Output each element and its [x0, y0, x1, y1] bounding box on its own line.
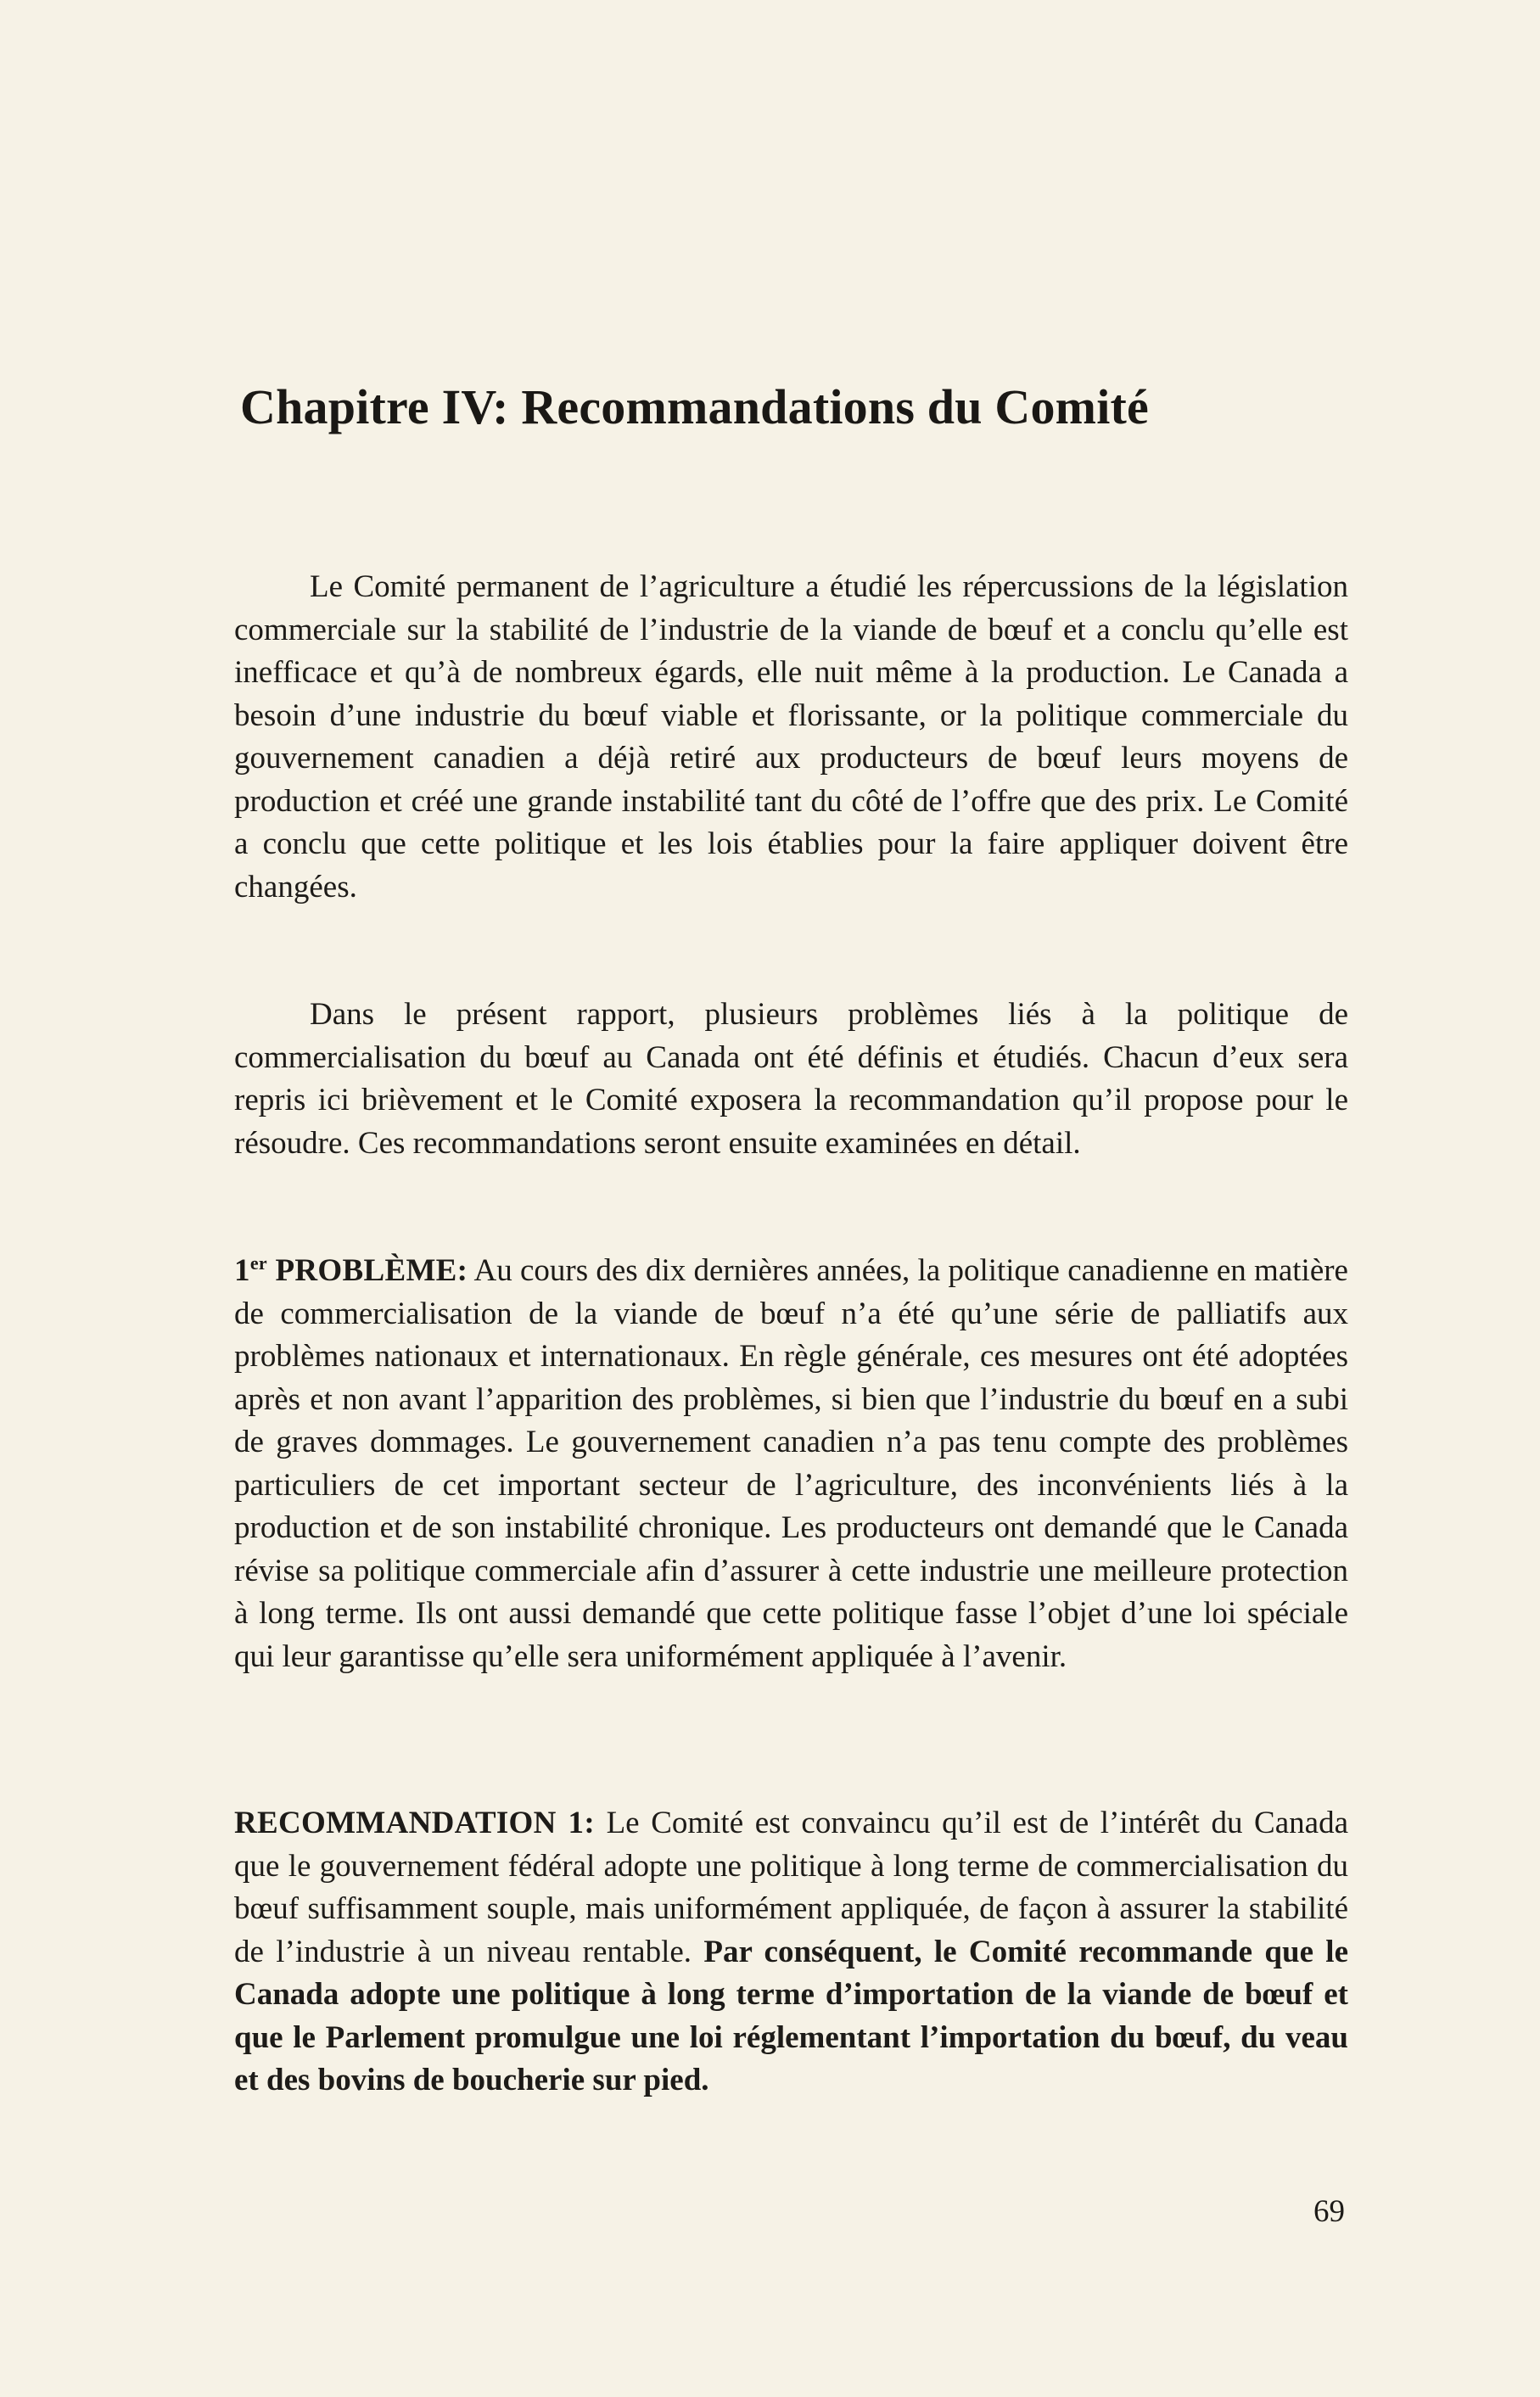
- problem-1-text: Au cours des dix dernières années, la politique canadienne en matière de commercialisation de la viande de bœuf n’a été qu’une série de palliatifs aux problèmes nationaux et internationaux. En règle générale, ces mesures ont été adoptées après et non avant l’apparition des problèmes, si bien que l’industrie du bœuf en a subi de graves dommages. Le gouvernement canadien n’a pas tenu compte des problèmes particuliers de cet important secteur de l’agriculture, des inconvénients liés à la production et de son instabilité chronique. Les producteurs ont demandé que le Canada révise sa politique commerciale afin d’assurer à cette industrie une meilleure protection à long terme. Ils ont aussi demandé que cette politique fasse l’objet d’une loi spéciale qui leur garantisse qu’elle sera uniformément appliquée à l’avenir.: [234, 1253, 1348, 1674]
- problem-1-paragraph: [234, 1250, 1348, 1678]
- recommendation-1-label: RECOMMANDATION 1:: [234, 1806, 595, 1840]
- recommendation-1-text: Le Comité est convaincu qu’il est de l’intérêt du Canada que le gouvernement fédéral adopte une politique à long terme de commercialisation du bœuf suffisamment souple, mais uniformément appliquée, de façon à assurer la stabilité de l’industrie à un niveau rentable.: [234, 1806, 1348, 1969]
- problem-1-heading: [234, 1253, 468, 1288]
- problem-1-label: PROBLÈME:: [275, 1253, 468, 1288]
- chapter-title: Chapitre IV: Recommandations du Comité: [240, 379, 1149, 434]
- page-number: 69: [1313, 2194, 1345, 2229]
- problem-1-superscript: er: [249, 1252, 267, 1274]
- problem-1-number: 1: [234, 1253, 250, 1288]
- intro-paragraph: Le Comité permanent de l’agriculture a étudié les répercussions de la législation commerciale sur la stabilité de l’industrie de la viande de bœuf et a conclu qu’elle est inefficace et qu’à de nombreux égards, elle nuit même à la production. Le Canada a besoin d’une industrie du bœuf viable et florissante, or la politique commerciale du gouvernement canadien a déjà retiré aux producteurs de bœuf leurs moyens de production et créé une grande instabilité tant du côté de l’offre que des prix. Le Comité a conclu que cette politique et les lois établies pour la faire appliquer doivent être changées.: [234, 569, 1348, 904]
- recommendation-1-bold-text: Par conséquent, le Comité recommande que le Canada adopte une politique à long terme d’importation de la viande de bœuf et que le Parlement promulgue une loi réglementant l’importation du bœuf, du veau et des bovins de boucherie sur pied.: [234, 1934, 1349, 2097]
- overview-paragraph: Dans le présent rapport, plusieurs problèmes liés à la politique de commercialisation du bœuf au Canada ont été définis et étudiés. Chacun d’eux sera repris ici brièvement et le Comité exposera la recommandation qu’il propose pour le résoudre. Ces recommandations seront ensuite examinées en détail.: [234, 997, 1348, 1161]
- recommendation-1-paragraph: [234, 1802, 1348, 2103]
